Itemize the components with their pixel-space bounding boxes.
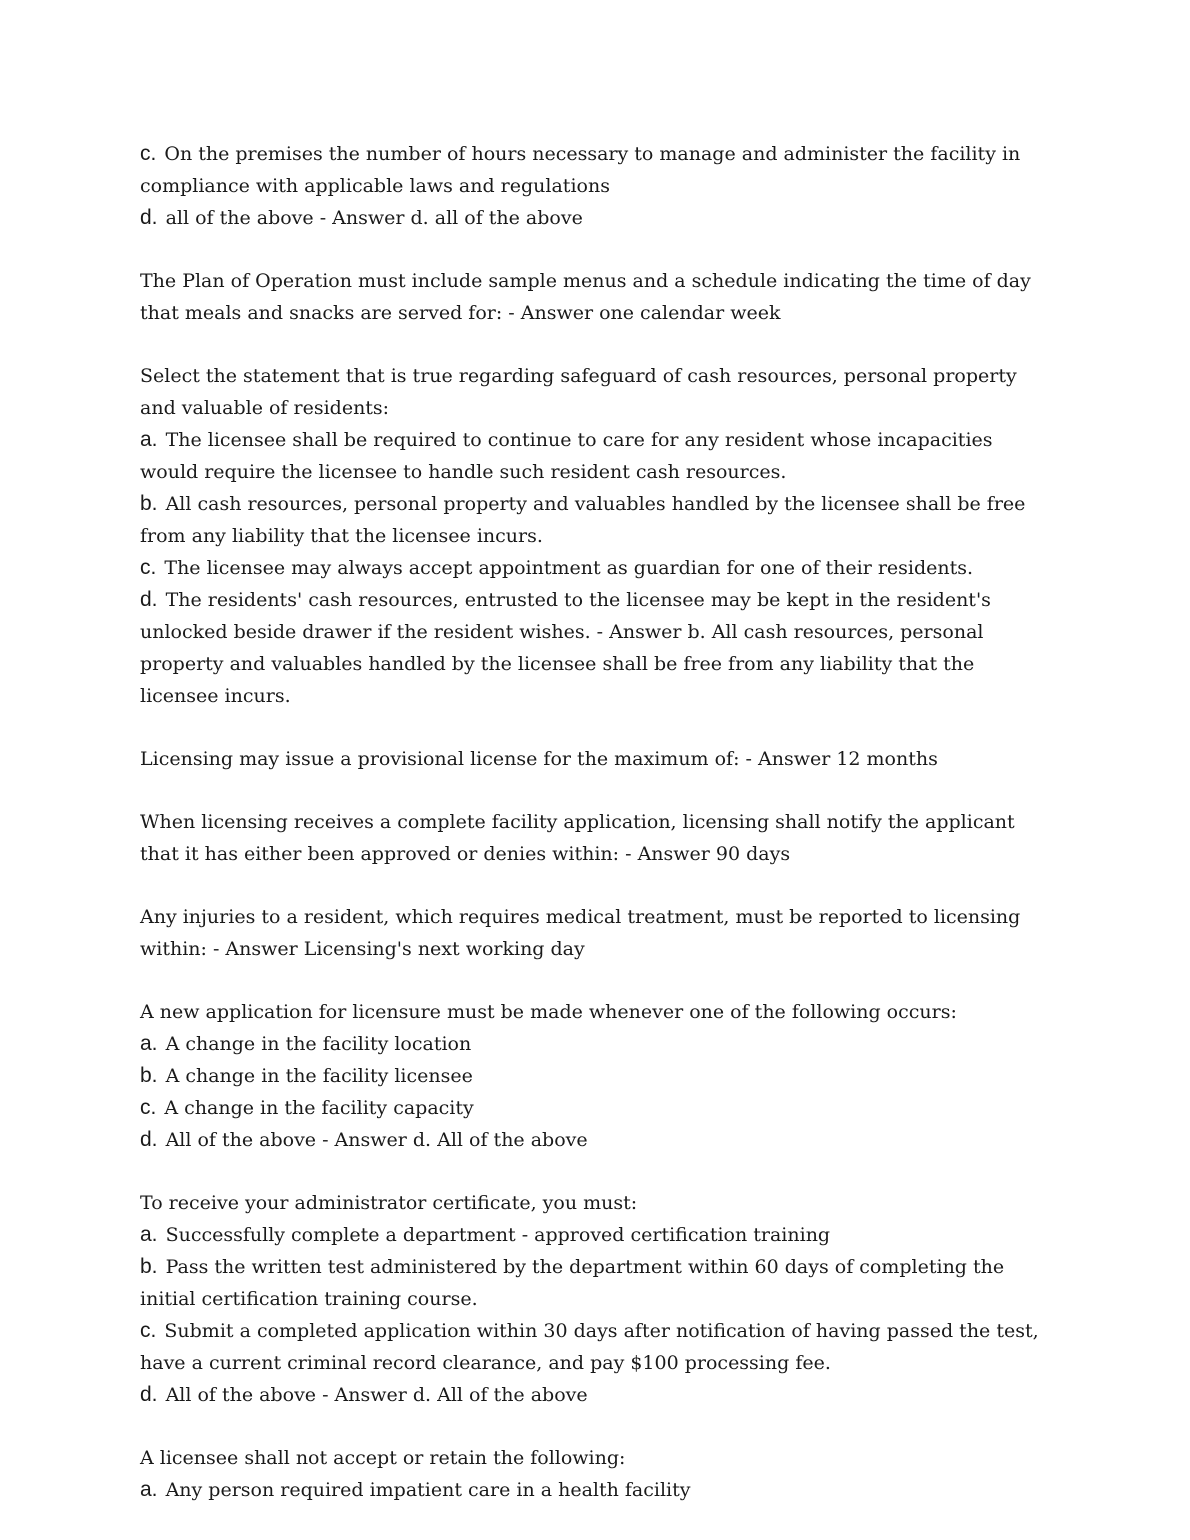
line-text: The Plan of Operation must include sample menus and a schedule indicating the time of day that meals and snacks are served for: - Answer one calendar week <box>140 270 1031 324</box>
answer-option <box>140 1028 1055 1060</box>
line-text: The residents' cash resources, entrusted to the licensee may be kept in the resident's unlocked beside drawer if the resident wishes. - Answer b. All cash resources, personal property and valuables handled by the licensee shall be free from any liability that the licensee incurs. <box>140 589 991 707</box>
line-text: To receive your administrator certificate, you must: <box>140 1192 638 1214</box>
question-block <box>140 1442 1055 1506</box>
answer-option <box>140 138 1055 202</box>
option-label: d. <box>140 588 158 611</box>
option-label: c. <box>140 556 157 579</box>
question-text <box>140 996 1055 1028</box>
answer-option <box>140 202 1055 234</box>
option-label: b. <box>140 1064 158 1087</box>
answer-option <box>140 1219 1055 1251</box>
question-block <box>140 360 1055 712</box>
line-text: A licensee shall not accept or retain the following: <box>140 1447 626 1469</box>
answer-option <box>140 552 1055 584</box>
line-text: When licensing receives a complete facility application, licensing shall notify the applicant that it has either been approved or denies within: - Answer 90 days <box>140 811 1015 865</box>
question-block <box>140 265 1055 329</box>
option-label: a. <box>140 1478 158 1501</box>
line-text: Any person required impatient care in a health facility <box>165 1479 691 1501</box>
line-text: A change in the facility location <box>165 1033 472 1055</box>
line-text: All of the above - Answer d. All of the above <box>165 1129 588 1151</box>
answer-option <box>140 1124 1055 1156</box>
option-label: c. <box>140 1096 157 1119</box>
line-text: A change in the facility licensee <box>165 1065 473 1087</box>
line-text: Pass the written test administered by the department within 60 days of completing the initial certification training course. <box>140 1256 1005 1310</box>
option-label: b. <box>140 1255 158 1278</box>
question-block <box>140 138 1055 234</box>
question-block <box>140 806 1055 870</box>
answer-option <box>140 1092 1055 1124</box>
line-text: All cash resources, personal property and valuables handled by the licensee shall be free from any liability that the licensee incurs. <box>140 493 1026 547</box>
question-block <box>140 1187 1055 1411</box>
answer-option <box>140 1251 1055 1315</box>
answer-option <box>140 584 1055 712</box>
line-text: A change in the facility capacity <box>164 1097 474 1119</box>
option-label: d. <box>140 1128 158 1151</box>
line-text: all of the above - Answer d. all of the above <box>165 207 583 229</box>
line-text: On the premises the number of hours necessary to manage and administer the facility in compliance with applicable laws and regulations <box>140 143 1021 197</box>
option-label: a. <box>140 428 158 451</box>
line-text: The licensee may always accept appointment as guardian for one of their residents. <box>164 557 974 579</box>
answer-option <box>140 488 1055 552</box>
question-text <box>140 1442 1055 1474</box>
answer-option <box>140 1060 1055 1092</box>
line-text: Submit a completed application within 30 days after notification of having passed the test, have a current criminal record clearance, and pay $100 processing fee. <box>140 1320 1039 1374</box>
line-text: All of the above - Answer d. All of the above <box>165 1384 588 1406</box>
answer-option <box>140 424 1055 488</box>
line-text: The licensee shall be required to continue to care for any resident whose incapacities would require the licensee to handle such resident cash resources. <box>140 429 993 483</box>
question-block <box>140 743 1055 775</box>
question-text <box>140 265 1055 329</box>
question-block <box>140 996 1055 1156</box>
answer-option <box>140 1474 1055 1506</box>
document-page <box>140 138 1055 1537</box>
line-text: Successfully complete a department - approved certification training <box>165 1224 831 1246</box>
line-text: Any injuries to a resident, which requires medical treatment, must be reported to licensing within: - Answer Licensing's next working day <box>140 906 1021 960</box>
line-text: A new application for licensure must be made whenever one of the following occurs: <box>140 1001 957 1023</box>
line-text: Licensing may issue a provisional license for the maximum of: - Answer 12 months <box>140 748 938 770</box>
option-label: b. <box>140 492 158 515</box>
option-label: d. <box>140 206 158 229</box>
question-text <box>140 360 1055 424</box>
option-label: a. <box>140 1032 158 1055</box>
question-text <box>140 806 1055 870</box>
answer-option <box>140 1379 1055 1411</box>
option-label: d. <box>140 1383 158 1406</box>
option-label: a. <box>140 1223 158 1246</box>
question-text <box>140 743 1055 775</box>
question-text <box>140 901 1055 965</box>
answer-option <box>140 1315 1055 1379</box>
option-label: c. <box>140 1319 157 1342</box>
question-text <box>140 1187 1055 1219</box>
option-label: c. <box>140 142 157 165</box>
question-block <box>140 901 1055 965</box>
line-text: Select the statement that is true regarding safeguard of cash resources, personal property and valuable of residents: <box>140 365 1017 419</box>
